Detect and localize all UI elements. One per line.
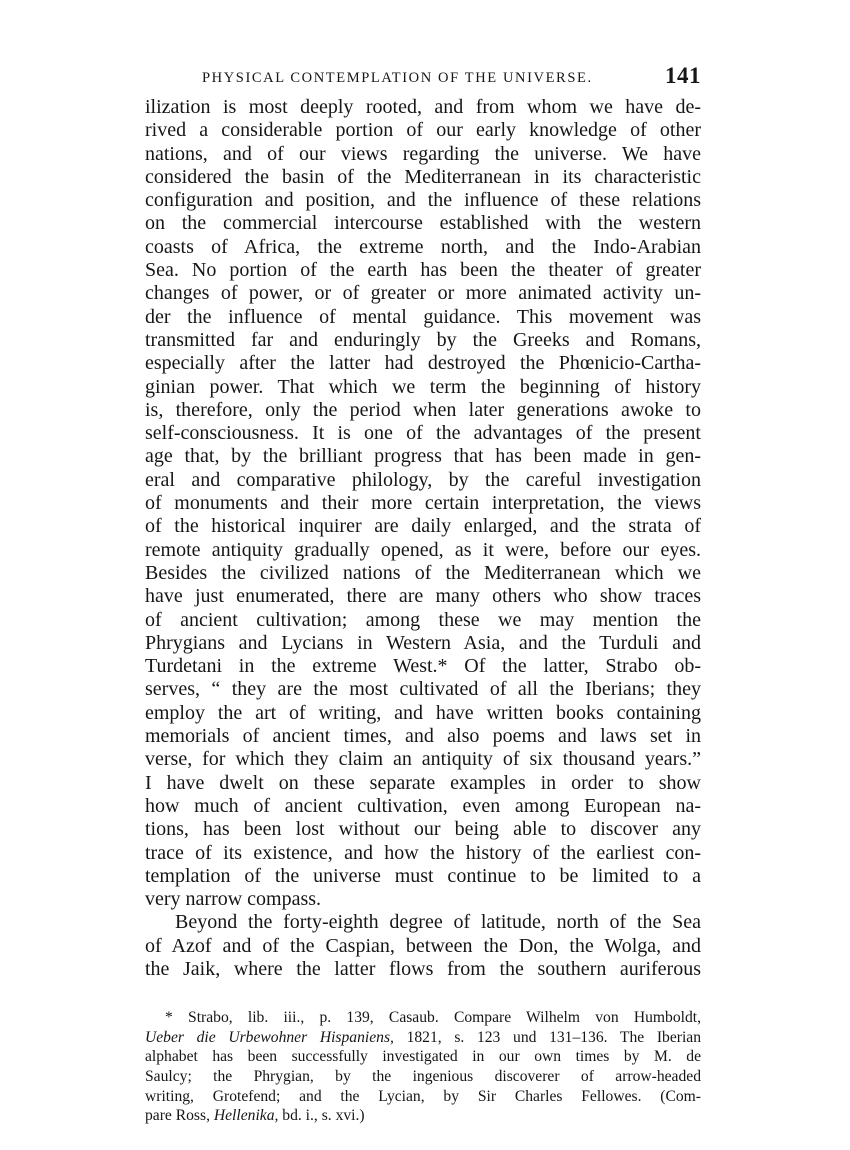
footnote-line: alphabet has been successfully investigated in our own times by M. de bbox=[145, 1048, 701, 1066]
text-line: how much of ancient cultivation, even among European na- bbox=[145, 794, 701, 817]
footnote bbox=[145, 1008, 701, 1126]
text-line: rived a considerable portion of our early knowledge of other bbox=[145, 119, 701, 142]
footnote-line: Saulcy; the Phrygian, by the ingenious discoverer of arrow-headed bbox=[145, 1068, 701, 1086]
running-head bbox=[145, 62, 701, 92]
text-line: especially after the latter had destroyed the Phœnicio-Cartha- bbox=[145, 352, 701, 375]
text-line: the Jaik, where the latter flows from the southern auriferous bbox=[145, 957, 701, 980]
text-line: considered the basin of the Mediterranean in its characteristic bbox=[145, 165, 701, 188]
text-line: Besides the civilized nations of the Mediterranean which we bbox=[145, 561, 701, 584]
text-line: coasts of Africa, the extreme north, and the Indo-Arabian bbox=[145, 235, 701, 258]
text-line: Beyond the forty-eighth degree of latitude, north of the Sea bbox=[175, 911, 701, 934]
paragraph bbox=[145, 911, 701, 981]
running-head-title: PHYSICAL CONTEMPLATION OF THE UNIVERSE. bbox=[202, 70, 593, 86]
text-line: age that, by the brilliant progress that has been made in gen- bbox=[145, 445, 701, 468]
text-line: on the commercial intercourse established with the western bbox=[145, 212, 701, 235]
text-line: is, therefore, only the period when later generations awoke to bbox=[145, 398, 701, 421]
text-line: serves, “ they are the most cultivated of all the Iberians; they bbox=[145, 678, 701, 701]
text-line: configuration and position, and the influence of these relations bbox=[145, 189, 701, 212]
text-line: have just enumerated, there are many others who show traces bbox=[145, 585, 701, 608]
footnote-line bbox=[145, 1106, 701, 1126]
text-line: Sea. No portion of the earth has been the theater of greater bbox=[145, 259, 701, 282]
text-line: self-consciousness. It is one of the advantages of the present bbox=[145, 422, 701, 445]
page-number: 141 bbox=[665, 63, 701, 88]
footnote-italic-title: Ueber die Urbewohner Hispaniens, bbox=[145, 1028, 394, 1046]
footnote-line bbox=[145, 1008, 701, 1028]
book-page bbox=[145, 62, 701, 1126]
text-line: verse, for which they claim an antiquity of six thousand years.” bbox=[145, 748, 701, 771]
text-line: Phrygians and Lycians in Western Asia, and the Turduli and bbox=[145, 631, 701, 654]
footnote-italic-title: Hellenika, bbox=[213, 1107, 279, 1125]
text-line: nations, and of our views regarding the universe. We have bbox=[145, 142, 701, 165]
text-line: changes of power, or of greater or more animated activity un- bbox=[145, 282, 701, 305]
text-line: I have dwelt on these separate examples in order to show bbox=[145, 771, 701, 794]
text-line: Turdetani in the extreme West.* Of the latter, Strabo ob- bbox=[145, 655, 701, 678]
footnote-text: bd. i., s. xvi.) bbox=[278, 1107, 365, 1125]
text-line: tions, has been lost without our being able to discover any bbox=[145, 818, 701, 841]
text-line: remote antiquity gradually opened, as it were, before our eyes. bbox=[145, 538, 701, 561]
text-line: trace of its existence, and how the history of the earliest con- bbox=[145, 841, 701, 864]
text-line: eral and comparative philology, by the careful investigation bbox=[145, 468, 701, 491]
footnote-line bbox=[145, 1028, 701, 1048]
footnote-text: Strabo, lib. iii., p. 139, Casaub. Compare Wilhelm von Humboldt, bbox=[188, 1009, 701, 1027]
footnote-line: writing, Grotefend; and the Lycian, by Sir Charles Fellowes. (Com- bbox=[145, 1087, 701, 1105]
text-line: of the historical inquirer are daily enlarged, and the strata of bbox=[145, 515, 701, 538]
text-line: of Azof and of the Caspian, between the Don, the Wolga, and bbox=[145, 934, 701, 957]
footnote-text: pare Ross, bbox=[145, 1107, 214, 1125]
text-line: templation of the universe must continue to be limited to a bbox=[145, 864, 701, 887]
text-line: of ancient cultivation; among these we may mention the bbox=[145, 608, 701, 631]
footnote-text: 1821, s. 123 und 131–136. The Iberian bbox=[393, 1028, 701, 1046]
text-line: memorials of ancient times, and also poems and laws set in bbox=[145, 725, 701, 748]
footnote-marker: * bbox=[165, 1009, 189, 1027]
text-line: of monuments and their more certain interpretation, the views bbox=[145, 492, 701, 515]
text-line: very narrow compass. bbox=[145, 888, 322, 911]
text-line: der the influence of mental guidance. This movement was bbox=[145, 305, 701, 328]
text-line: ilization is most deeply rooted, and from whom we have de- bbox=[145, 96, 701, 118]
paragraph bbox=[145, 96, 701, 911]
text-line: employ the art of writing, and have written books containing bbox=[145, 701, 701, 724]
text-line: transmitted far and enduringly by the Greeks and Romans, bbox=[145, 328, 701, 351]
main-text bbox=[145, 96, 701, 981]
text-line: ginian power. That which we term the beginning of history bbox=[145, 375, 701, 398]
